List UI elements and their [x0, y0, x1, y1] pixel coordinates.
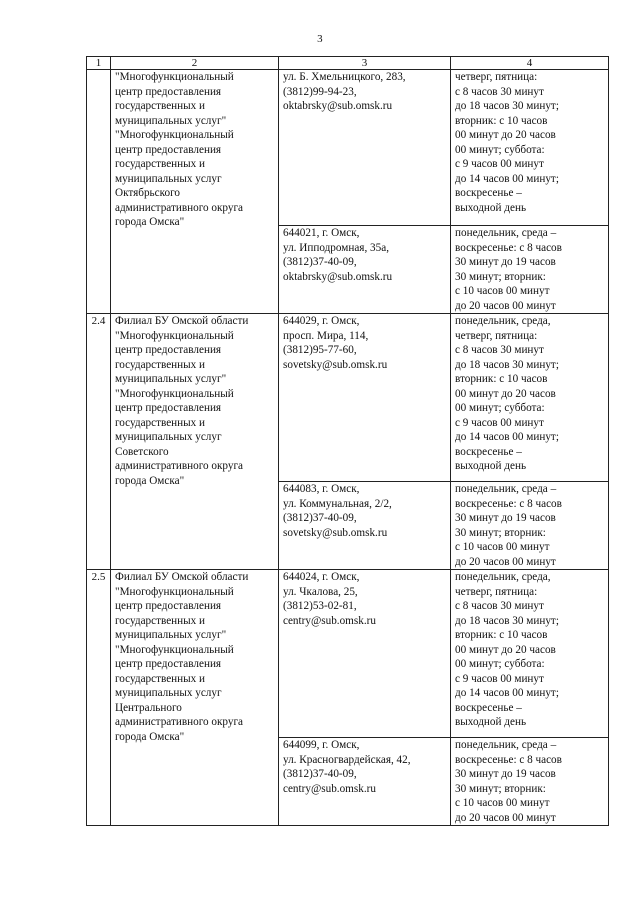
office-name: Филиал БУ Омской области "Многофункциональный центр предоставления государственных и муниципальных услуг" "Многофункциональный центр предоставления государственных и муниципальных услуг Советского административного округа города Омска": [111, 314, 279, 570]
table-header-row: [87, 57, 609, 70]
row-number: [87, 70, 111, 314]
office-address: 644029, г. Омск, просп. Мира, 114, (3812)95-77-60, sovetsky@sub.omsk.ru: [279, 314, 451, 482]
column-header-2: 2: [111, 57, 279, 70]
office-hours: понедельник, среда – воскресенье: с 8 часов 30 минут до 19 часов 30 минут; вторник: с 10 часов 00 минут до 20 часов 00 минут: [451, 226, 609, 314]
row-number: 2.4: [87, 314, 111, 570]
column-header-4: 4: [451, 57, 609, 70]
office-address: 644083, г. Омск, ул. Коммунальная, 2/2, (3812)37-40-09, sovetsky@sub.omsk.ru: [279, 482, 451, 570]
table-row: [87, 570, 609, 738]
column-header-3: 3: [279, 57, 451, 70]
table-row: [87, 314, 609, 482]
row-number: 2.5: [87, 570, 111, 826]
office-address: 644024, г. Омск, ул. Чкалова, 25, (3812)53-02-81, centry@sub.omsk.ru: [279, 570, 451, 738]
page-number: 3: [317, 33, 323, 45]
table-row: [87, 70, 609, 226]
column-header-1: 1: [87, 57, 111, 70]
office-hours: понедельник, среда, четверг, пятница: с 8 часов 30 минут до 18 часов 30 минут; вторник: с 10 часов 00 минут до 20 часов 00 минут; суббота: с 9 часов 00 минут до 14 часов 00 минут; воскресенье – выходной день: [451, 570, 609, 738]
office-hours: понедельник, среда, четверг, пятница: с 8 часов 30 минут до 18 часов 30 минут; вторник: с 10 часов 00 минут до 20 часов 00 минут; суббота: с 9 часов 00 минут до 14 часов 00 минут; воскресенье – выходной день: [451, 314, 609, 482]
office-address: ул. Б. Хмельницкого, 283, (3812)99-94-23, oktabrsky@sub.omsk.ru: [279, 70, 451, 226]
office-hours: понедельник, среда – воскресенье: с 8 часов 30 минут до 19 часов 30 минут; вторник: с 10 часов 00 минут до 20 часов 00 минут: [451, 738, 609, 826]
office-name: "Многофункциональный центр предоставления государственных и муниципальных услуг" "Многофункциональный центр предоставления государственных и муниципальных услуг Октябрьского административного округа города Омска": [111, 70, 279, 314]
mfc-offices-table: [86, 56, 609, 826]
office-address: 644021, г. Омск, ул. Ипподромная, 35а, (3812)37-40-09, oktabrsky@sub.omsk.ru: [279, 226, 451, 314]
office-hours: четверг, пятница: с 8 часов 30 минут до 18 часов 30 минут; вторник: с 10 часов 00 минут до 20 часов 00 минут; суббота: с 9 часов 00 минут до 14 часов 00 минут; воскресенье – выходной день: [451, 70, 609, 226]
office-name: Филиал БУ Омской области "Многофункциональный центр предоставления государственных и муниципальных услуг" "Многофункциональный центр предоставления государственных и муниципальных услуг Центрального административного округа города Омска": [111, 570, 279, 826]
office-hours: понедельник, среда – воскресенье: с 8 часов 30 минут до 19 часов 30 минут; вторник: с 10 часов 00 минут до 20 часов 00 минут: [451, 482, 609, 570]
office-address: 644099, г. Омск, ул. Красногвардейская, 42, (3812)37-40-09, centry@sub.omsk.ru: [279, 738, 451, 826]
